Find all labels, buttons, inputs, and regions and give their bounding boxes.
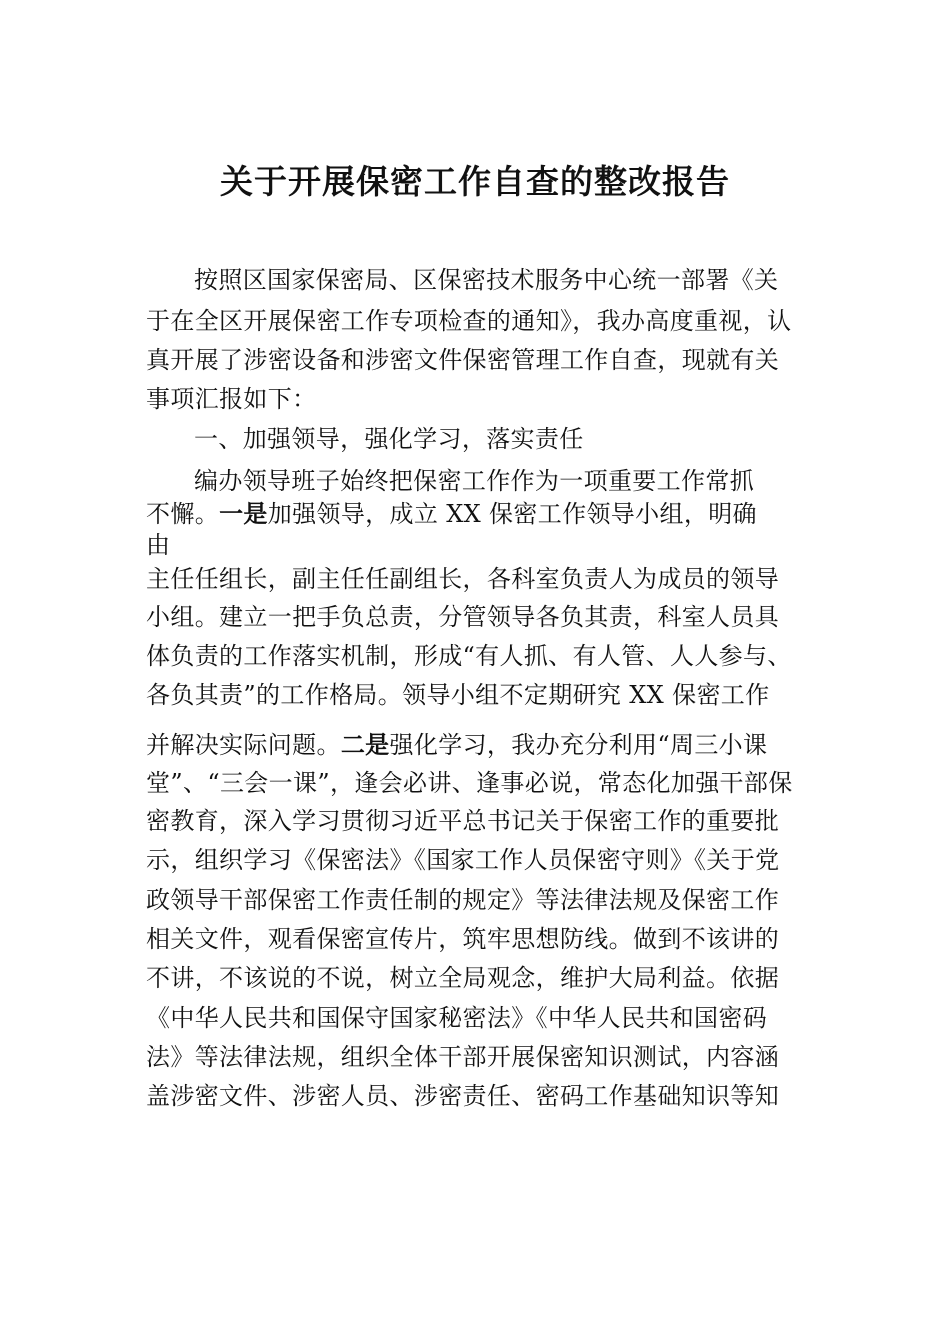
line-text: 堂”、“三会一课”，逢会必讲、逢事必说，常态化加强干部保 [146, 769, 793, 797]
body-line [146, 499, 757, 529]
body-line [194, 265, 778, 295]
line-text: 由 [146, 531, 171, 559]
document-title: 关于开展保密工作自查的整改报告 [220, 162, 730, 201]
line-text: 示，组织学习《保密法》《国家工作人员保密守则》《关于党 [146, 846, 780, 874]
line-text: 主任任组长，副主任任副组长，各科室负责人为成员的领导 [146, 565, 780, 593]
body-line [146, 806, 779, 836]
body-line [146, 641, 792, 671]
line-text: 相关文件，观看保密宣传片，筑牢思想防线。做到不该讲的 [146, 925, 780, 953]
line-text: 体负责的工作落实机制，形成“有人抓、有人管、人人参与、 [146, 642, 792, 670]
body-line [146, 768, 793, 798]
body-line [146, 1042, 779, 1072]
line-text: 按照区国家保密局、区保密技术服务中心统一部署《关 [194, 266, 779, 294]
body-line [146, 885, 779, 915]
body-line [146, 602, 779, 632]
body-line [146, 384, 316, 414]
body-line [146, 564, 779, 594]
line-text: 各负其责”的工作格局。领导小组不定期研究 XX 保密工作 [146, 681, 770, 709]
line-text: 密教育，深入学习贯彻习近平总书记关于保密工作的重要批 [146, 807, 780, 835]
body-line [146, 530, 170, 560]
line-text: 事项汇报如下： [146, 385, 317, 413]
line-text: 不讲，不该说的不说，树立全局观念，维护大局利益。依据 [146, 964, 780, 992]
line-text: 不懈。 [146, 500, 220, 528]
line-text: 盖涉密文件、涉密人员、涉密责任、密码工作基础知识等知 [146, 1082, 780, 1110]
body-line [146, 963, 779, 993]
body-line [146, 345, 779, 375]
line-text: 并解决实际问题。 [146, 731, 341, 759]
line-text-bold: 二是 [340, 731, 390, 759]
section-heading [194, 424, 584, 454]
line-text: 真开展了涉密设备和涉密文件保密管理工作自查，现就有关 [146, 346, 780, 374]
body-line [146, 730, 767, 760]
body-line [194, 466, 754, 496]
line-text: 强化学习，我办充分利用“周三小课 [389, 731, 768, 759]
line-text-bold: 一是 [219, 500, 268, 528]
line-text: 于在全区开展保密工作专项检查的通知》，我办高度重视，认 [146, 307, 792, 335]
body-line [146, 924, 779, 954]
body-line [146, 1081, 779, 1111]
line-text: 一、加强领导，强化学习，落实责任 [194, 425, 584, 453]
line-text: 小组。建立一把手负总责，分管领导各负其责，科室人员具 [146, 603, 780, 631]
body-line [146, 845, 779, 875]
line-text: 法》等法律法规，组织全体干部开展保密知识测试，内容涵 [146, 1043, 780, 1071]
line-text: 政领导干部保密工作责任制的规定》等法律法规及保密工作 [146, 886, 780, 914]
line-text: 加强领导，成立 XX 保密工作领导小组，明确 [267, 500, 757, 528]
line-text: 《中华人民共和国保守国家秘密法》《中华人民共和国密码 [146, 1004, 768, 1032]
body-line [146, 680, 770, 710]
body-line [146, 1003, 767, 1033]
body-line [146, 306, 791, 336]
line-text: 编办领导班子始终把保密工作作为一项重要工作常抓 [194, 467, 755, 495]
